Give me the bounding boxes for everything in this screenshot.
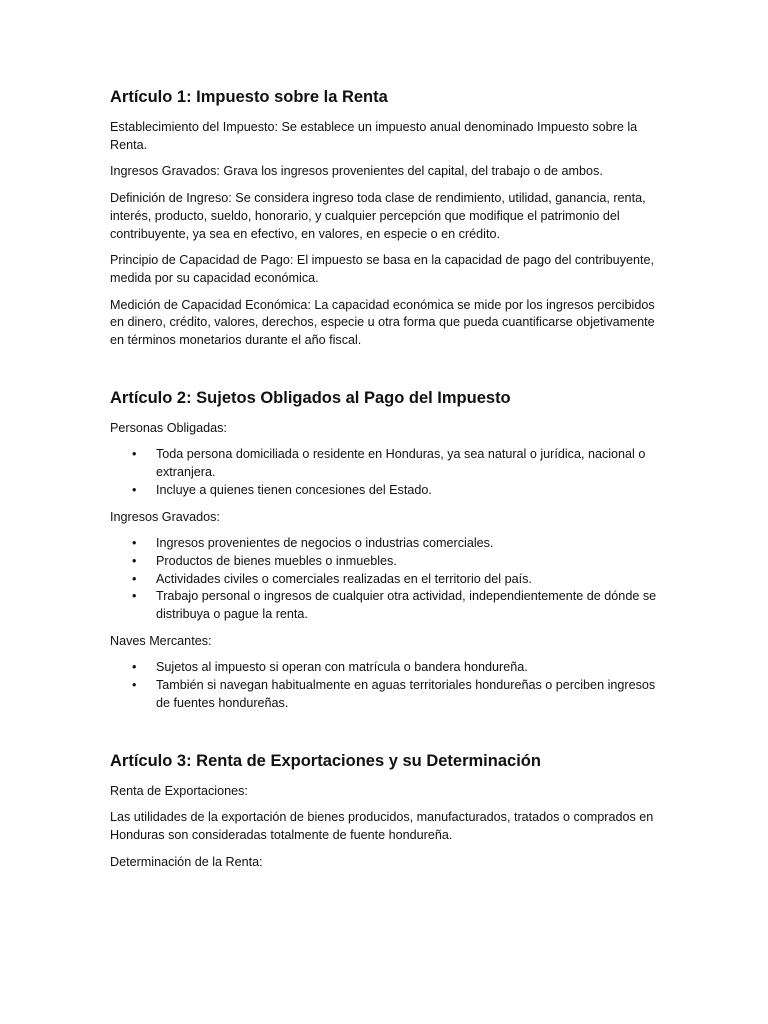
article-3-paragraph: Determinación de la Renta: [110, 854, 263, 869]
list-item-text: Trabajo personal o ingresos de cualquier otra actividad, independientemente de dónde se distribuya o pague la renta. [156, 589, 657, 622]
list-item-text: Sujetos al impuesto si operan con matrícula o bandera hondureña. [156, 660, 528, 675]
list-item-text: También si navegan habitualmente en aguas territoriales hondureñas o perciben ingresos de fuentes hondureñas. [156, 678, 656, 710]
list-item [110, 553, 662, 571]
list-item-text: Ingresos provenientes de negocios o industrias comerciales. [156, 536, 494, 551]
article-1-paragraph: Medición de Capacidad Económica: La capacidad económica se mide por los ingresos percibidos en dinero, crédito, valores, derechos, especie u otra forma que pueda cuantificarse objetivamente en términos monetarios durante el año fiscal. [110, 297, 655, 348]
list-item [110, 482, 662, 500]
article-3-paragraph: Renta de Exportaciones: [110, 783, 248, 798]
bullet-icon: • [132, 589, 137, 604]
article-1-paragraph: Establecimiento del Impuesto: Se establece un impuesto anual denominado Impuesto sobre la Renta. [110, 120, 638, 152]
article-1-paragraph: Ingresos Gravados: Grava los ingresos provenientes del capital, del trabajo o de ambos. [110, 164, 603, 179]
document-body [110, 86, 662, 880]
bullet-list [110, 446, 662, 499]
article-1-title: Artículo 1: Impuesto sobre la Renta [110, 88, 388, 106]
bullet-icon: • [132, 447, 137, 462]
list-item-text: Toda persona domiciliada o residente en Honduras, ya sea natural o jurídica, nacional o extranjera. [156, 447, 646, 480]
bullet-icon: • [132, 536, 137, 551]
section-heading-naves-mercantes: Naves Mercantes: [110, 633, 212, 648]
list-item [110, 535, 662, 553]
bullet-icon: • [132, 678, 137, 693]
article-3 [110, 750, 662, 872]
article-1 [110, 86, 662, 350]
article-2-title: Artículo 2: Sujetos Obligados al Pago del Impuesto [110, 388, 511, 407]
bullet-icon: • [132, 482, 137, 497]
article-1-paragraph: Definición de Ingreso: Se considera ingreso toda clase de rendimiento, utilidad, ganancia, renta, interés, producto, sueldo, honorario, y cualquier percepción que modifique el patrimonio del contribuyente, ya sea en efectivo, en valores, en especie o en crédito. [110, 191, 646, 241]
list-item [110, 446, 662, 481]
bullet-list [110, 535, 662, 624]
bullet-list [110, 659, 662, 712]
article-3-title: Artículo 3: Renta de Exportaciones y su Determinación [110, 751, 541, 770]
list-item-text: Incluye a quienes tienen concesiones del Estado. [156, 482, 432, 497]
article-1-paragraph: Principio de Capacidad de Pago: El impuesto se basa en la capacidad de pago del contribuyente, medida por su capacidad económica. [110, 253, 654, 285]
list-item-text: Actividades civiles o comerciales realizadas en el territorio del país. [156, 571, 532, 586]
list-item [110, 677, 662, 712]
article-3-paragraph: Las utilidades de la exportación de bienes producidos, manufacturados, tratados o comprados en Honduras son consideradas totalmente de fuente hondureña. [110, 810, 654, 842]
section-heading-personas-obligadas: Personas Obligadas: [110, 420, 227, 435]
bullet-icon: • [132, 571, 137, 586]
article-2 [110, 387, 662, 713]
section-heading-ingresos-gravados: Ingresos Gravados: [110, 509, 220, 524]
bullet-icon: • [132, 553, 137, 568]
list-item-text: Productos de bienes muebles o inmuebles. [156, 553, 397, 568]
list-item [110, 571, 662, 589]
list-item [110, 588, 662, 623]
bullet-icon: • [132, 660, 137, 675]
list-item [110, 659, 662, 677]
